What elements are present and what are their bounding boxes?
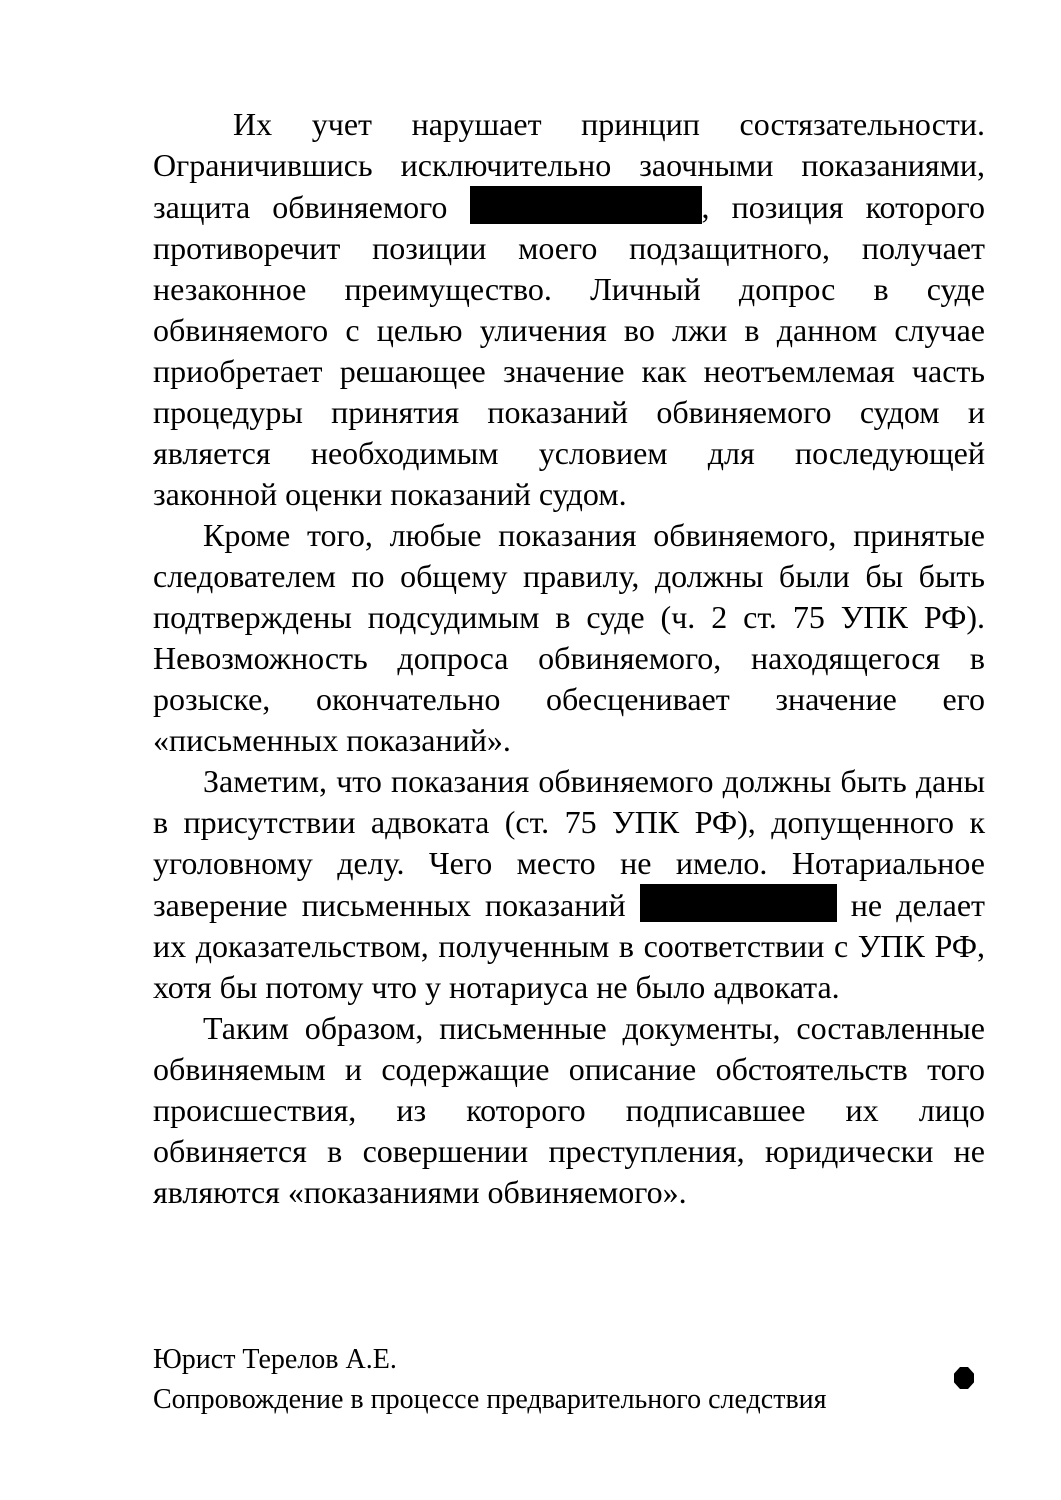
paragraph-3-text-end: не делает их доказательством, полученным в соответствии с УПК РФ, хотя бы потому что у нотариуса не было адвоката.	[153, 887, 986, 1005]
page-marker-icon	[954, 1367, 974, 1389]
document-body	[153, 104, 985, 1213]
author-line: Юрист Терелов А.Е.	[153, 1344, 397, 1375]
redaction-block	[470, 186, 702, 224]
paragraph-3	[153, 761, 985, 1008]
paragraph-4: Таким образом, письменные документы, составленные обвиняемым и содержащие описание обстоятельств того происшествия, из которого подписавшее их лицо обвиняется в совершении преступления, юридически не являются «показаниями обвиняемого».	[153, 1010, 985, 1210]
paragraph-1-text-start: Их учет нарушает принцип состязательности. Ограничившись исключительно заочными показаниями, защита обвиняемого	[153, 106, 985, 225]
redaction-block	[640, 884, 837, 922]
paragraph-1	[153, 104, 985, 515]
paragraph-1-text-end: , позиция которого противоречит позиции моего подзащитного, получает незаконное преимущество. Личный допрос в суде обвиняемого с целью уличения во лжи в данном случае приобретает решающее значение как неотъемлемая часть процедуры принятия показаний обвиняемого судом и является необходимым условием для последующей законной оценки показаний судом.	[153, 189, 986, 512]
paragraph-3-text-start: Заметим, что показания обвиняемого должны быть даны в присутствии адвоката (ст. 75 УПК РФ), допущенного к уголовному делу. Чего место не имело. Нотариальное заверение письменных показаний	[153, 763, 985, 923]
paragraph-2: Кроме того, любые показания обвиняемого, принятые следователем по общему правилу, должны были бы быть подтверждены подсудимым в суде (ч. 2 ст. 75 УПК РФ). Невозможность допроса обвиняемого, находящегося в розыске, окончательно обесценивает значение его «письменных показаний».	[153, 517, 985, 758]
document-footer	[153, 1340, 953, 1420]
service-line: Сопровождение в процессе предварительного следствия	[153, 1384, 827, 1415]
